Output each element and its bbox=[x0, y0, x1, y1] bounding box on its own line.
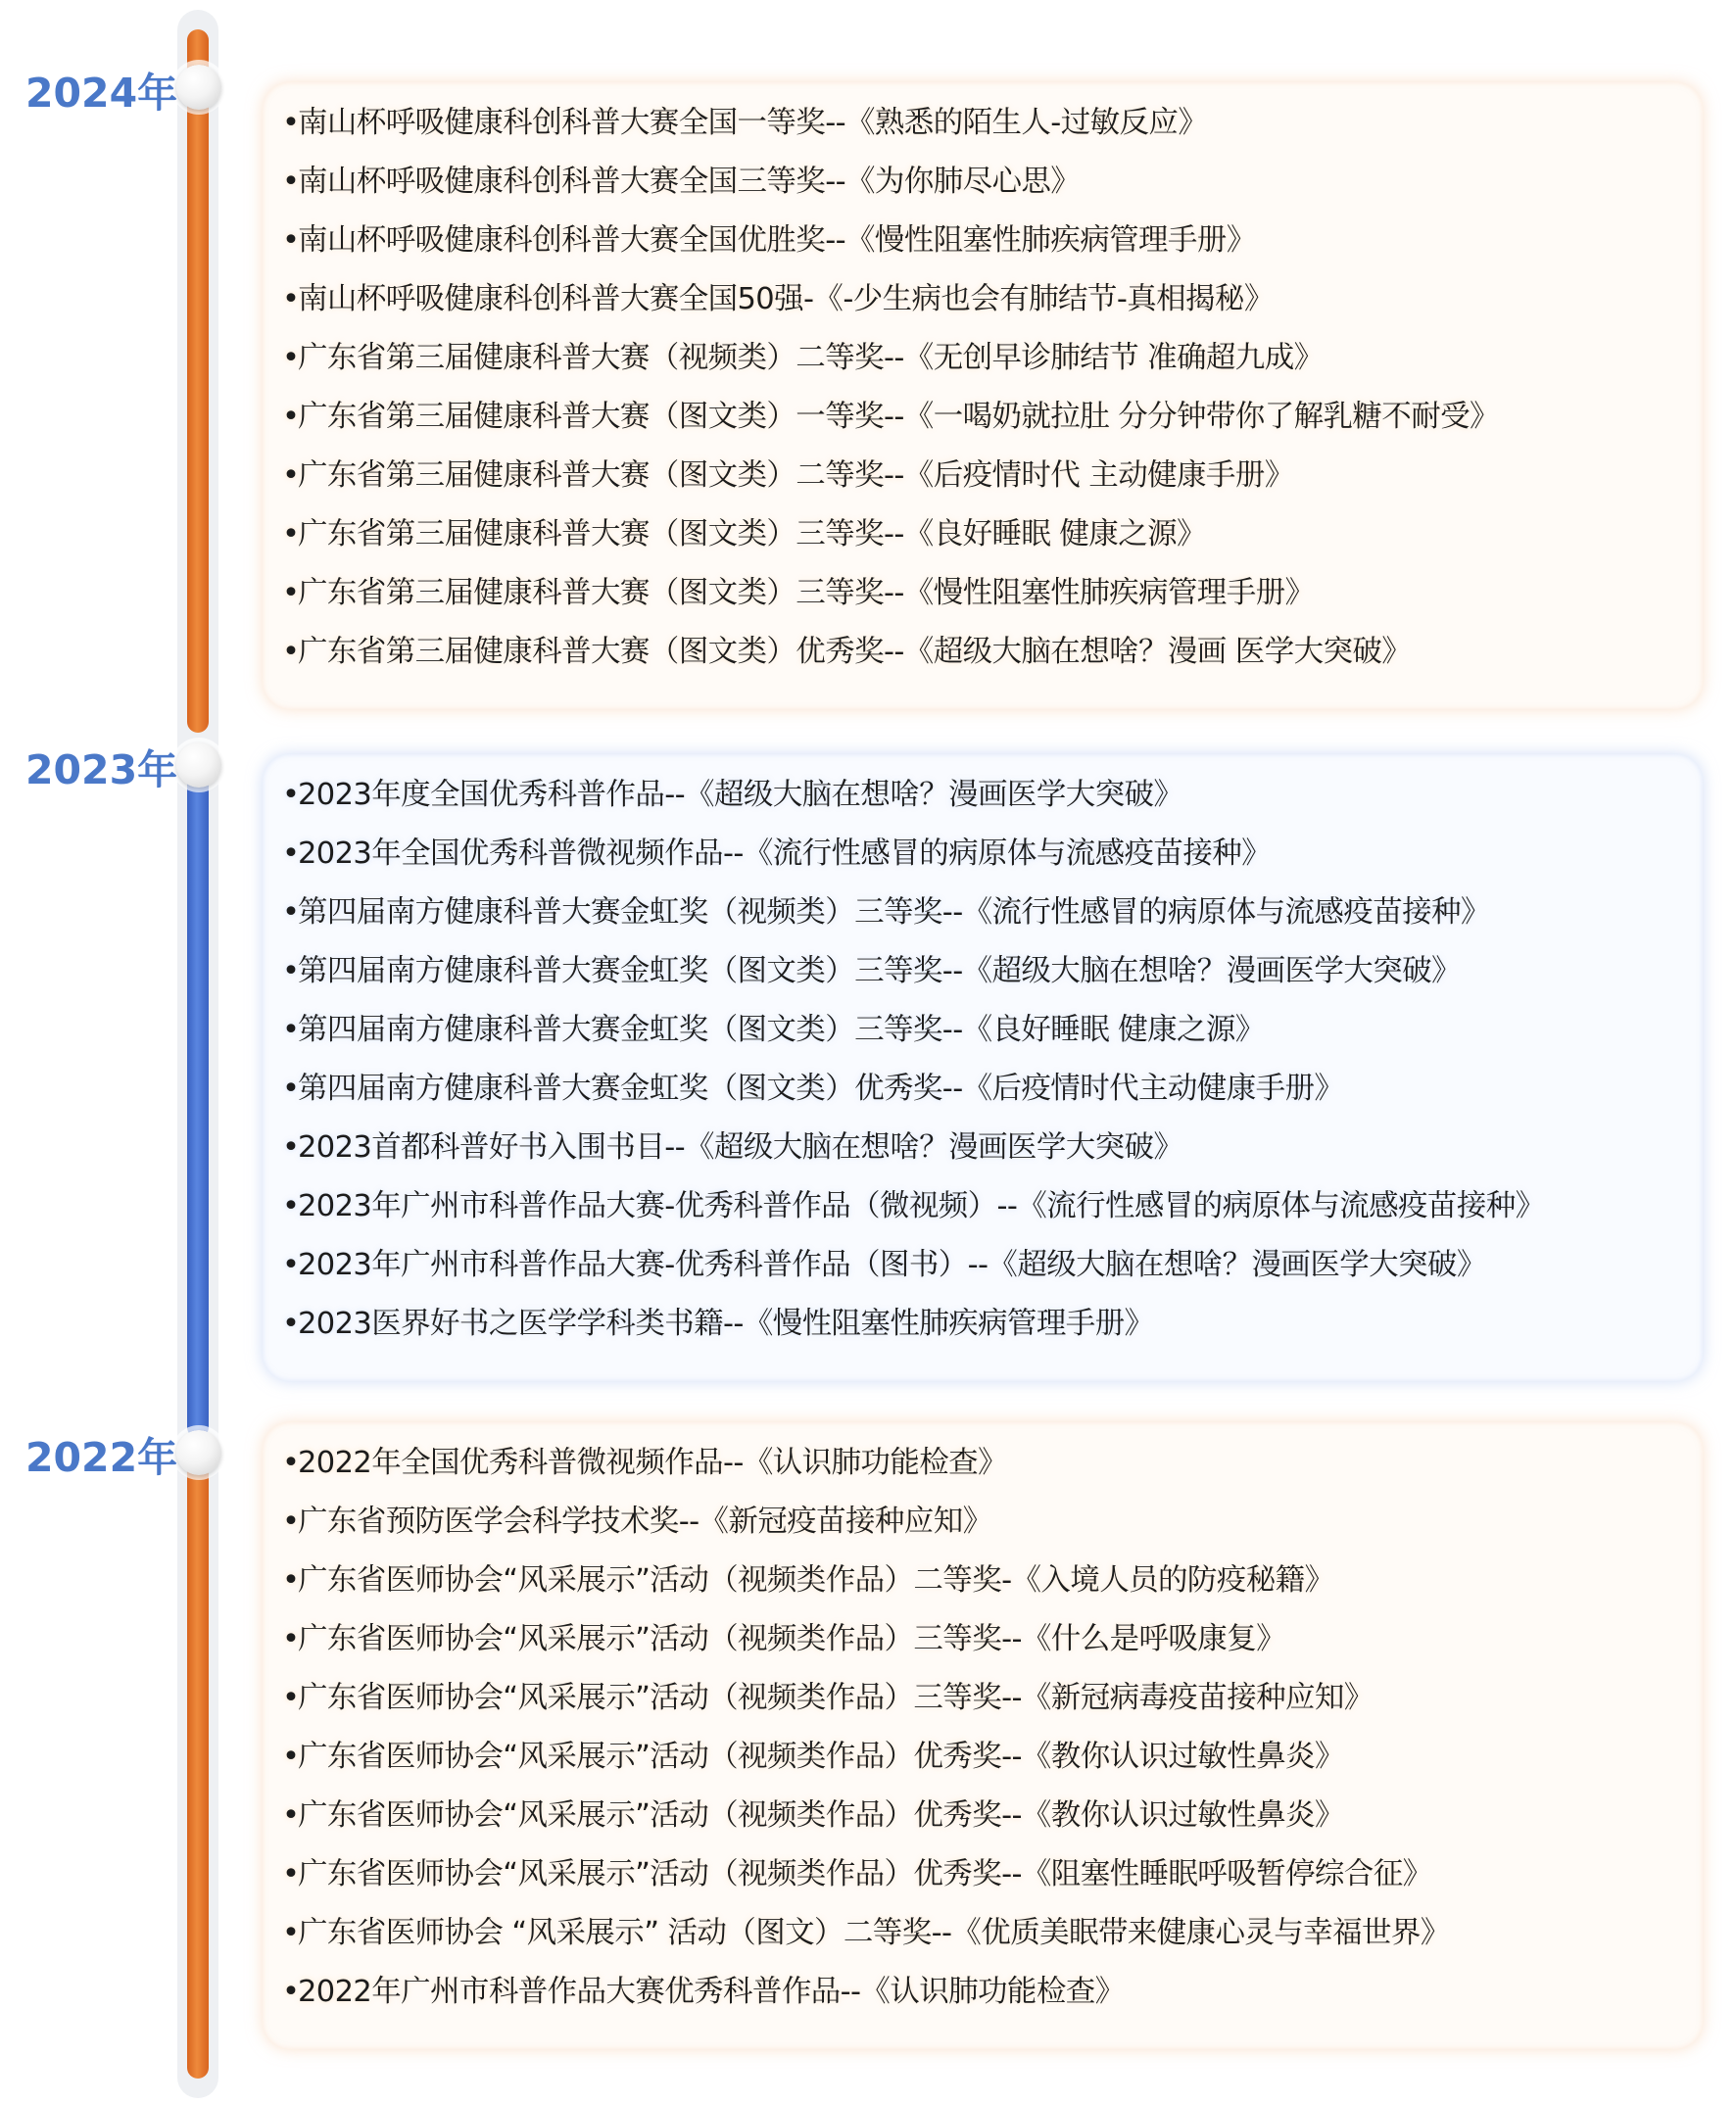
bullet: • bbox=[282, 517, 300, 551]
award-text: 2022年广州市科普作品大赛优秀科普作品--《认识肺功能检查》 bbox=[298, 1975, 1125, 2009]
bullet: • bbox=[282, 341, 300, 375]
award-text: 广东省医师协会“风采展示”活动（视频类作品）优秀奖--《教你认识过敏性鼻炎》 bbox=[298, 1740, 1344, 1774]
bullet: • bbox=[282, 778, 300, 812]
bullet: • bbox=[282, 635, 300, 669]
year-label-2024: 2024年 bbox=[25, 70, 178, 117]
award-text: 广东省医师协会“风采展示”活动（视频类作品）三等奖--《新冠病毒疫苗接种应知》 bbox=[298, 1681, 1374, 1715]
bullet: • bbox=[282, 1740, 300, 1774]
award-item bbox=[282, 94, 1703, 153]
bullet: • bbox=[282, 223, 300, 258]
award-list-2022 bbox=[282, 1434, 1703, 2022]
bullet: • bbox=[282, 1916, 300, 1950]
award-text: 广东省第三届健康科普大赛（图文类）二等奖--《后疫情时代 主动健康手册》 bbox=[298, 458, 1294, 493]
award-item bbox=[282, 623, 1703, 682]
bullet: • bbox=[282, 1622, 300, 1656]
bullet: • bbox=[282, 400, 300, 434]
award-card-2022 bbox=[263, 1422, 1703, 2049]
timeline-segment-2022 bbox=[187, 1452, 209, 2079]
award-item bbox=[282, 270, 1703, 329]
award-item bbox=[282, 505, 1703, 564]
bullet: • bbox=[282, 1857, 300, 1891]
award-item bbox=[282, 1060, 1703, 1119]
timeline-node-2023 bbox=[176, 742, 221, 788]
award-item bbox=[282, 825, 1703, 884]
award-card-2024 bbox=[263, 82, 1703, 709]
timeline-segment-2024 bbox=[187, 29, 209, 733]
award-text: 广东省医师协会“风采展示”活动（视频类作品）二等奖-《入境人员的防疫秘籍》 bbox=[298, 1563, 1334, 1598]
award-item bbox=[282, 1434, 1703, 1493]
award-card-2023 bbox=[263, 754, 1703, 1381]
award-text: 广东省医师协会“风采展示”活动（视频类作品）三等奖--《什么是呼吸康复》 bbox=[298, 1622, 1286, 1656]
award-item bbox=[282, 1728, 1703, 1787]
bullet: • bbox=[282, 1072, 300, 1106]
award-text: 广东省第三届健康科普大赛（视频类）二等奖--《无创早诊肺结节 准确超九成》 bbox=[298, 341, 1324, 375]
award-text: 广东省第三届健康科普大赛（图文类）优秀奖--《超级大脑在想啥？漫画 医学大突破》 bbox=[298, 635, 1412, 669]
award-item bbox=[282, 1963, 1703, 2022]
award-item bbox=[282, 1610, 1703, 1669]
bullet: • bbox=[282, 1505, 300, 1539]
award-item bbox=[282, 766, 1703, 825]
award-text: 第四届南方健康科普大赛金虹奖（视频类）三等奖--《流行性感冒的病原体与流感疫苗接种》 bbox=[298, 895, 1490, 930]
bullet: • bbox=[282, 458, 300, 493]
award-text: 2023医界好书之医学学科类书籍--《慢性阻塞性肺疾病管理手册》 bbox=[298, 1307, 1154, 1341]
award-list-2023 bbox=[282, 766, 1703, 1354]
award-text: 2023年全国优秀科普微视频作品--《流行性感冒的病原体与流感疫苗接种》 bbox=[298, 837, 1272, 871]
award-text: 广东省第三届健康科普大赛（图文类）三等奖--《慢性阻塞性肺疾病管理手册》 bbox=[298, 576, 1315, 610]
bullet: • bbox=[282, 1189, 300, 1223]
award-text: 南山杯呼吸健康科创科普大赛全国一等奖--《熟悉的陌生人-过敏反应》 bbox=[298, 106, 1208, 140]
bullet: • bbox=[282, 576, 300, 610]
award-text: 南山杯呼吸健康科创科普大赛全国50强-《-少生病也会有肺结节-真相揭秘》 bbox=[298, 282, 1274, 316]
award-text: 南山杯呼吸健康科创科普大赛全国优胜奖--《慢性阻塞性肺疾病管理手册》 bbox=[298, 223, 1256, 258]
award-item bbox=[282, 1177, 1703, 1236]
award-text: 广东省医师协会 “风采展示” 活动（图文）二等奖--《优质美眠带来健康心灵与幸福世界》 bbox=[298, 1916, 1450, 1950]
award-text: 2023年广州市科普作品大赛-优秀科普作品（图书）--《超级大脑在想啥？漫画医学大突破》 bbox=[298, 1248, 1486, 1282]
award-text: 广东省第三届健康科普大赛（图文类）一等奖--《一喝奶就拉肚 分分钟带你了解乳糖不耐受》 bbox=[298, 400, 1499, 434]
award-item bbox=[282, 329, 1703, 388]
bullet: • bbox=[282, 837, 300, 871]
timeline-segment-2023 bbox=[187, 764, 209, 1438]
award-item bbox=[282, 153, 1703, 212]
award-list-2024 bbox=[282, 94, 1703, 682]
award-text: 广东省医师协会“风采展示”活动（视频类作品）优秀奖--《阻塞性睡眠呼吸暂停综合征》 bbox=[298, 1857, 1432, 1891]
award-text: 2023年广州市科普作品大赛-优秀科普作品（微视频）--《流行性感冒的病原体与流感疫苗接种》 bbox=[298, 1189, 1545, 1223]
year-label-2022: 2022年 bbox=[25, 1434, 178, 1481]
award-item bbox=[282, 1001, 1703, 1060]
award-text: 第四届南方健康科普大赛金虹奖（图文类）三等奖--《良好睡眠 健康之源》 bbox=[298, 1013, 1265, 1047]
award-item bbox=[282, 447, 1703, 505]
timeline-node-2022 bbox=[176, 1430, 221, 1475]
bullet: • bbox=[282, 282, 300, 316]
bullet: • bbox=[282, 1681, 300, 1715]
bullet: • bbox=[282, 954, 300, 988]
year-label-2023: 2023年 bbox=[25, 746, 178, 793]
award-text: 广东省第三届健康科普大赛（图文类）三等奖--《良好睡眠 健康之源》 bbox=[298, 517, 1206, 551]
award-text: 2023首都科普好书入围书目--《超级大脑在想啥？漫画医学大突破》 bbox=[298, 1130, 1183, 1165]
award-text: 2023年度全国优秀科普作品--《超级大脑在想啥？漫画医学大突破》 bbox=[298, 778, 1183, 812]
award-item bbox=[282, 1552, 1703, 1610]
award-item bbox=[282, 1669, 1703, 1728]
bullet: • bbox=[282, 1248, 300, 1282]
bullet: • bbox=[282, 1307, 300, 1341]
bullet: • bbox=[282, 1975, 300, 2009]
award-text: 第四届南方健康科普大赛金虹奖（图文类）优秀奖--《后疫情时代主动健康手册》 bbox=[298, 1072, 1344, 1106]
award-item bbox=[282, 1845, 1703, 1904]
award-text: 2022年全国优秀科普微视频作品--《认识肺功能检查》 bbox=[298, 1446, 1007, 1480]
timeline-node-2024 bbox=[176, 65, 221, 110]
award-text: 南山杯呼吸健康科创科普大赛全国三等奖--《为你肺尽心思》 bbox=[298, 165, 1081, 199]
award-text: 广东省预防医学会科学技术奖--《新冠疫苗接种应知》 bbox=[298, 1505, 992, 1539]
award-item bbox=[282, 1493, 1703, 1552]
award-item bbox=[282, 564, 1703, 623]
award-text: 广东省医师协会“风采展示”活动（视频类作品）优秀奖--《教你认识过敏性鼻炎》 bbox=[298, 1798, 1344, 1833]
bullet: • bbox=[282, 895, 300, 930]
bullet: • bbox=[282, 165, 300, 199]
award-item bbox=[282, 1904, 1703, 1963]
award-item bbox=[282, 212, 1703, 270]
award-text: 第四届南方健康科普大赛金虹奖（图文类）三等奖--《超级大脑在想啥？漫画医学大突破》 bbox=[298, 954, 1461, 988]
award-item bbox=[282, 1295, 1703, 1354]
bullet: • bbox=[282, 1130, 300, 1165]
award-item bbox=[282, 1119, 1703, 1177]
bullet: • bbox=[282, 1798, 300, 1833]
award-item bbox=[282, 884, 1703, 942]
award-item bbox=[282, 1787, 1703, 1845]
award-item bbox=[282, 1236, 1703, 1295]
bullet: • bbox=[282, 1563, 300, 1598]
bullet: • bbox=[282, 106, 300, 140]
award-item bbox=[282, 388, 1703, 447]
award-item bbox=[282, 942, 1703, 1001]
bullet: • bbox=[282, 1446, 300, 1480]
bullet: • bbox=[282, 1013, 300, 1047]
